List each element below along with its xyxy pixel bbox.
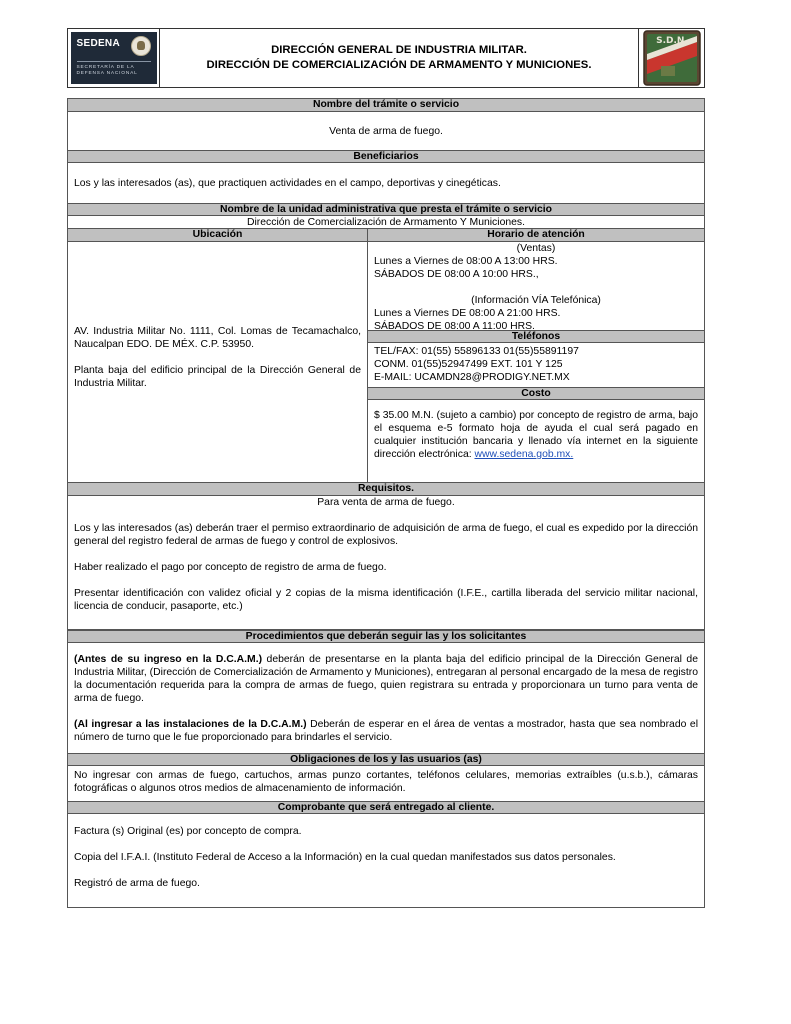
comprobante-heading: Comprobante que será entregado al cliente. [68, 801, 704, 814]
emblem-text: S.D.N. [655, 36, 688, 46]
obligaciones-value: No ingresar con armas de fuego, cartuchos, armas punzo cortantes, teléfonos celulares, memorias extraíbles (u.s.b.), cámaras fotográficas o algunos otros medios de almacenamiento de información. [74, 770, 698, 794]
horario-ventas-line1: Lunes a Viernes de 08:00 A 13:00 HRS. [374, 256, 558, 267]
sdn-emblem-cell [638, 29, 704, 87]
costo-heading: Costo [368, 387, 704, 400]
horario-info-line2: SÁBADOS DE 08:00 A 11:00 HRS. [374, 321, 535, 332]
ubicacion-address: AV. Industria Militar No. 1111, Col. Lomas de Tecamachalco, Naucalpan EDO. DE MÉX. C.P. 53950. [74, 326, 361, 350]
tramite-value: Venta de arma de fuego. [329, 126, 443, 137]
beneficiarios-value: Los y las interesados (as), que practiquen actividades en el campo, deportivas y cinegéticas. [74, 178, 501, 189]
comprobante-item: Factura (s) Original (es) por concepto de compra. [74, 826, 302, 837]
title-line-1: DIRECCIÓN GENERAL DE INDUSTRIA MILITAR. [271, 44, 527, 57]
logo-divider [77, 61, 151, 62]
ubicacion-building: Planta baja del edificio principal de la Dirección General de Industria Militar. [74, 365, 361, 389]
ubicacion-column [68, 229, 368, 482]
tramite-heading: Nombre del trámite o servicio [68, 99, 704, 112]
obligaciones-heading: Obligaciones de los y las usuarios (as) [68, 753, 704, 766]
horario-info-line1: Lunes a Viernes DE 08:00 A 21:00 HRS. [374, 308, 561, 319]
procedimiento-antes-text: deberán de presentarse en la planta baja del edificio principal de la Dirección General de Industria Militar, (Dirección de Comercialización de Armamento y Municiones), entregaran al personal encargado de la mesa de registro la documentación requerida para la compra de armas de fuego, quien registrara su entrada y proporcionara un turno para venta de arma de fuego. [74, 654, 698, 704]
telefonos-line2: CONM. 01(55)52947499 EXT. 101 Y 125 [374, 359, 563, 370]
procedimientos-body [68, 643, 704, 753]
horario-heading: Horario de atención [368, 229, 704, 242]
costo-body [368, 400, 704, 461]
requisitos-intro: Para venta de arma de fuego. [317, 497, 455, 508]
location-schedule-section [68, 229, 704, 483]
telefonos-heading: Teléfonos [368, 330, 704, 343]
requisito-item: Presentar identificación con validez oficial y 2 copias de la misma identificación (I.F.E., cartilla liberada del servicio militar nacional, licencia de conducir, pasaporte, etc.) [74, 588, 698, 612]
horario-ventas-line2: SÁBADOS DE 08:00 A 10:00 HRS., [374, 269, 539, 280]
telefonos-email: E-MAIL: UCAMDN28@PRODIGY.NET.MX [374, 372, 570, 383]
procedimiento-antes-title: (Antes de su ingreso en la D.C.A.M.) [74, 654, 263, 665]
comprobante-item: Copia del I.F.A.I. (Instituto Federal de Acceso a la Información) en la cual quedan manifestados sus datos personales. [74, 852, 616, 863]
horario-info-label: (Información VÍA Telefónica) [471, 295, 601, 306]
procedimiento-antes [74, 653, 698, 705]
procedimientos-heading: Procedimientos que deberán seguir las y los solicitantes [68, 630, 704, 643]
horario-column [368, 229, 704, 482]
beneficiarios-heading: Beneficiarios [68, 150, 704, 163]
sedena-website-link[interactable]: www.sedena.gob.mx. [474, 449, 574, 460]
costo-text: $ 35.00 M.N. (sujeto a cambio) por concepto de registro de arma, bajo el esquema e-5 formato hoja de ayuda el cual será pagado en cualquier institución bancaria y llenado vía internet en la siguiente dirección electrónica: [374, 410, 698, 460]
title-line-2: DIRECCIÓN DE COMERCIALIZACIÓN DE ARMAMENTO Y MUNICIONES. [206, 59, 592, 71]
procedimiento-al-ingresar-title: (Al ingresar a las instalaciones de la D.C.A.M.) [74, 719, 307, 730]
comprobante-body [68, 814, 704, 890]
requisitos-body [68, 496, 704, 613]
sedena-logo-cell [68, 29, 160, 87]
procedures-table [67, 630, 705, 908]
requisito-item: Haber realizado el pago por concepto de registro de arma de fuego. [74, 562, 387, 573]
procedimiento-al-ingresar-text: Deberán de esperar en el área de ventas a mostrador, hasta que sea nombrado el número de turno que le fue proporcionado para brindarles el servicio. [74, 719, 698, 743]
comprobante-item: Registró de arma de fuego. [74, 878, 200, 889]
logo-name: SEDENA [76, 38, 120, 49]
ubicacion-heading: Ubicación [68, 229, 367, 242]
national-seal-icon [131, 36, 151, 56]
sedena-logo [71, 32, 157, 84]
unidad-value: Dirección de Comercialización de Armamento Y Municiones. [68, 216, 704, 229]
document-title [160, 29, 638, 87]
horario-ventas-label: (Ventas) [516, 243, 556, 254]
horario-body [368, 242, 704, 330]
sdn-emblem-icon [643, 30, 701, 86]
requisitos-heading: Requisitos. [68, 483, 704, 496]
telefonos-line1: TEL/FAX: 01(55) 55896133 01(55)55891197 [374, 346, 579, 357]
logo-subtitle: SECRETARÍA DE LA DEFENSA NACIONAL [76, 65, 138, 77]
procedimiento-al-ingresar [74, 718, 698, 744]
telefonos-body [368, 343, 704, 387]
document-header [67, 28, 705, 88]
ubicacion-body [68, 242, 367, 390]
unidad-heading: Nombre de la unidad administrativa que presta el trámite o servicio [68, 203, 704, 216]
service-info-table [67, 98, 705, 630]
requisito-item: Los y las interesados (as) deberán traer el permiso extraordinario de adquisición de arma de fuego, el cual es expedido por la dirección general del registro federal de armas de fuego y control de explosivos. [74, 523, 698, 547]
